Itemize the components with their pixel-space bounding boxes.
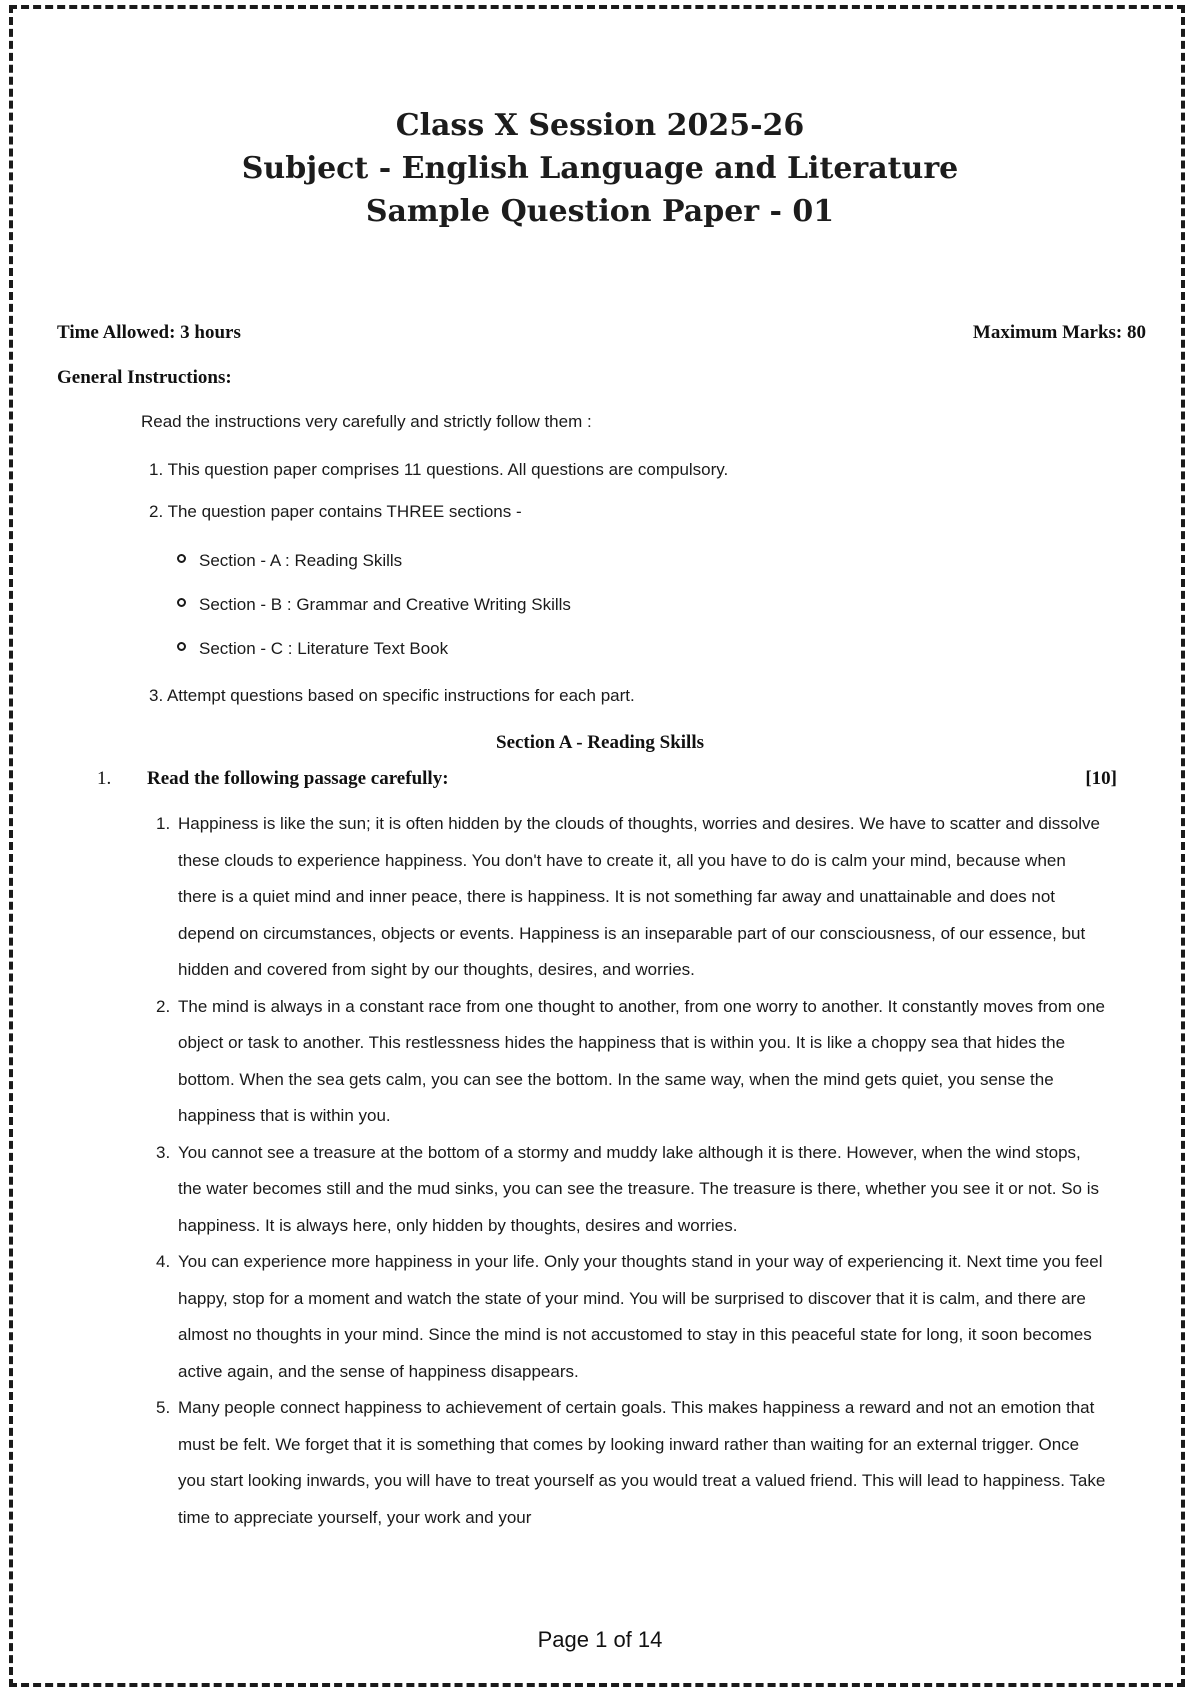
question-marks: [10] [1085, 768, 1117, 789]
section-list-item [177, 639, 448, 659]
paragraph-number: 1. [156, 814, 171, 833]
maximum-marks: Maximum Marks: 80 [972, 322, 1146, 343]
time-allowed: Time Allowed: 3 hours [57, 322, 241, 343]
section-list-label: Section - B : Grammar and Creative Writing Skills [199, 595, 571, 614]
class-session-heading: Class X Session 2025-26 [395, 108, 805, 143]
paragraph-number: 5. [156, 1398, 171, 1417]
paragraph-text: Happiness is like the sun; it is often hidden by the clouds of thoughts, worries and desires. We have to scatter and dissolve these clouds to experience happiness. You don't have to create it, all you have to do is calm your mind, because when there is a quiet mind and inner peace, there is happiness. It is not something far away and unattainable and does not depend on circumstances, objects or events. Happiness is an inseparable part of our consciousness, of our essence, but hidden and covered from sight by our thoughts, desires, and worries. [178, 814, 1100, 979]
paragraph-number: 4. [156, 1252, 171, 1271]
question-number: 1. [97, 768, 112, 789]
passage [156, 806, 1106, 1536]
paragraph-number: 2. [156, 996, 171, 1016]
passage-paragraph [156, 989, 1106, 1135]
passage-paragraph [156, 1390, 1106, 1536]
paragraph-number: 3. [156, 1142, 171, 1162]
instruction-item-3: 3. Attempt questions based on specific instructions for each part. [149, 686, 635, 705]
bullet-icon [177, 642, 186, 651]
paragraph-text: The mind is always in a constant race from one thought to another, from one worry to another. It constantly moves from one object or task to another. This restlessness hides the happiness that is within you. It is like a choppy sea that hides the bottom. When the sea gets calm, you can see the bottom. In the same way, when the mind gets quiet, you sense the happiness that is within you. [178, 996, 1105, 1125]
section-list-label: Section - A : Reading Skills [199, 551, 403, 570]
section-list-item [177, 551, 402, 571]
paragraph-text: You can experience more happiness in your life. Only your thoughts stand in your way of experiencing it. Next time you feel happy, stop for a moment and watch the state of your mind. You will be surprised to discover that it is calm, and there are almost no thoughts in your mind. Since the mind is not accustomed to stay in this peaceful state for long, it soon becomes active again, and the sense of happiness disappears. [178, 1252, 1103, 1381]
subject-heading: Subject - English Language and Literature [241, 151, 959, 186]
passage-paragraph [156, 806, 1106, 989]
paper-number-heading: Sample Question Paper - 01 [365, 194, 835, 229]
section-list-item [177, 595, 571, 615]
general-instructions-heading: General Instructions: [57, 367, 232, 388]
passage-paragraph [156, 1244, 1106, 1390]
paragraph-text: You cannot see a treasure at the bottom of a stormy and muddy lake although it is there. However, when the wind stops, the water becomes still and the mud sinks, you can see the treasure. The treasure is there, whether you see it or not. So is happiness. It is always here, only hidden by thoughts, desires and worries. [178, 1142, 1099, 1235]
instructions-intro: Read the instructions very carefully and strictly follow them : [141, 412, 592, 431]
section-a-heading: Section A - Reading Skills [496, 732, 704, 753]
instruction-item-1: 1. This question paper comprises 11 questions. All questions are compulsory. [149, 460, 729, 479]
instruction-item-2: 2. The question paper contains THREE sections - [149, 502, 522, 521]
bullet-icon [177, 598, 186, 607]
bullet-icon [177, 554, 186, 563]
page-number: Page 1 of 14 [537, 1627, 663, 1652]
passage-paragraph [156, 1135, 1106, 1245]
paragraph-text: Many people connect happiness to achievement of certain goals. This makes happiness a reward and not an emotion that must be felt. We forget that it is something that comes by looking inward rather than waiting for an external trigger. Once you start looking inwards, you will have to treat yourself as you would treat a valued friend. This will lead to happiness. Take time to appreciate yourself, your work and your [178, 1398, 1106, 1527]
section-list-label: Section - C : Literature Text Book [199, 639, 449, 658]
question-text: Read the following passage carefully: [147, 768, 449, 789]
paper-title [0, 104, 1200, 233]
